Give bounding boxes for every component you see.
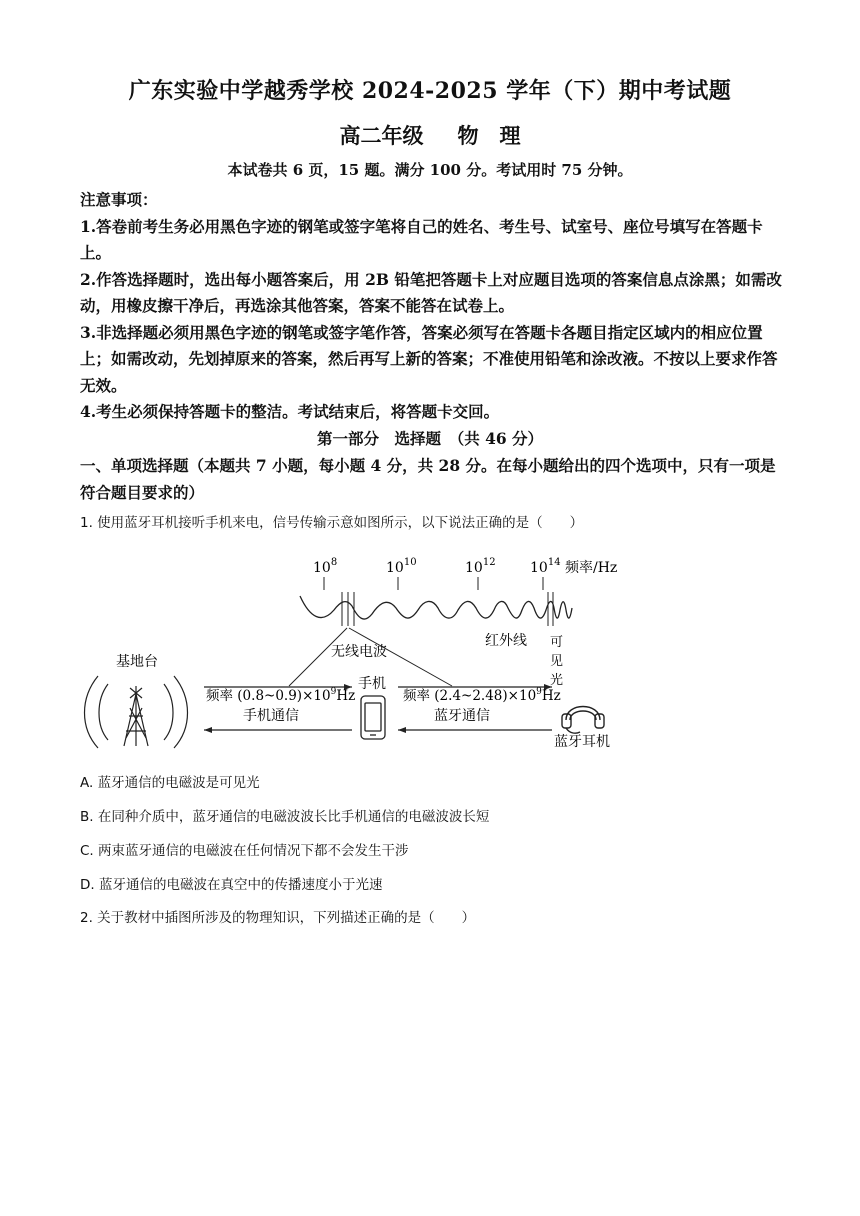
right-frequency-label: 频率 $(2.4\sim 2.48)\times 10^9Hz$ xyxy=(403,687,561,704)
tick-label-1e12: $10^{12}$ xyxy=(465,557,496,576)
tick-label-1e10: $10^{10}$ xyxy=(386,557,417,576)
arrow-head-bottom-left xyxy=(204,727,212,733)
arrow-head-bottom-right xyxy=(398,727,406,733)
em-wave xyxy=(300,596,572,619)
bluetooth-earphone-icon xyxy=(562,707,604,734)
base-station-label: 基地台 xyxy=(116,654,158,670)
grade-label: 高二年级 xyxy=(339,123,424,148)
exam-title: 广东实验中学越秀学校 2024-2025 学年（下）期中考试题 xyxy=(128,78,732,104)
base-station-icon xyxy=(85,676,188,748)
exam-subtitle xyxy=(0,120,860,150)
notes-block xyxy=(80,187,786,426)
exam-info: 本试卷共 6 页，15 题。满分 100 分。考试用时 75 分钟。 xyxy=(227,161,633,179)
visible-light-label-2: 见 xyxy=(550,654,564,669)
phone-icon xyxy=(361,696,385,739)
tick-label-1e14: $10^{14}$ xyxy=(530,557,561,576)
part1-heading: 一、单项选择题（本题共 7 小题，每小题 4 分，共 28 分。在每小题给出的四个选项中，只有一项是符合题目要求的） xyxy=(80,456,776,502)
infrared-label: 红外线 xyxy=(485,633,527,649)
frequency-axis-label: 频率/Hz xyxy=(565,560,618,576)
phone-communication-label: 手机通信 xyxy=(243,708,299,724)
section-heading: 第一部分 选择题 （共 46 分） xyxy=(316,429,544,448)
notes-heading: 注意事项： xyxy=(80,190,158,209)
bluetooth-communication-label: 蓝牙通信 xyxy=(434,708,490,724)
note-item-2: 2.作答选择题时，选出每小题答案后，用 2B 铅笔把答题卡上对应题目选项的答案信息点涂黑；如需改动，用橡皮擦干净后，再选涂其他答案，答案不能答在试卷上。 xyxy=(80,269,782,315)
q1-figure xyxy=(0,548,860,758)
radio-wave-label: 无线电波 xyxy=(331,644,387,660)
earphone-label: 蓝牙耳机 xyxy=(554,734,610,750)
note-item-1: 1.答卷前考生务必用黑色字迹的钢笔或签字笔将自己的姓名、考生号、试室号、座位号填写在答题卡上。 xyxy=(80,216,763,262)
question-1-stem: 1. 使用蓝牙耳机接听手机来电，信号传输示意如图所示，以下说法正确的是（ ） xyxy=(80,515,584,531)
q1-option-c: C. 两束蓝牙通信的电磁波在任何情况下都不会发生干涉 xyxy=(80,843,409,859)
note-item-4: 4.考生必须保持答题卡的整洁。考试结束后，将答题卡交回。 xyxy=(80,402,500,421)
left-frequency-label: 频率 $(0.8\sim 0.9)\times 10^9Hz$ xyxy=(206,687,356,704)
visible-light-label-3: 光 xyxy=(550,673,564,688)
subject-label: 物 理 xyxy=(457,123,521,148)
tick-label-1e8: $10^8$ xyxy=(313,557,338,576)
note-item-3: 3.非选择题必须用黑色字迹的钢笔或签字笔作答，答案必须写在答题卡各题目指定区域内的相应位置上；如需改动，先划掉原来的答案，然后再写上新的答案；不准使用铅笔和涂改液。不按以上要求作答无效。 xyxy=(80,322,778,395)
q1-option-a: A. 蓝牙通信的电磁波是可见光 xyxy=(80,775,260,791)
visible-light-label-1: 可 xyxy=(550,635,564,650)
phone-label: 手机 xyxy=(358,676,386,692)
question-2-stem: 2. 关于教材中插图所涉及的物理知识，下列描述正确的是（ ） xyxy=(80,910,476,926)
q1-option-b: B. 在同种介质中，蓝牙通信的电磁波波长比手机通信的电磁波波长短 xyxy=(80,809,490,825)
q1-option-d: D. 蓝牙通信的电磁波在真空中的传播速度小于光速 xyxy=(80,877,383,893)
